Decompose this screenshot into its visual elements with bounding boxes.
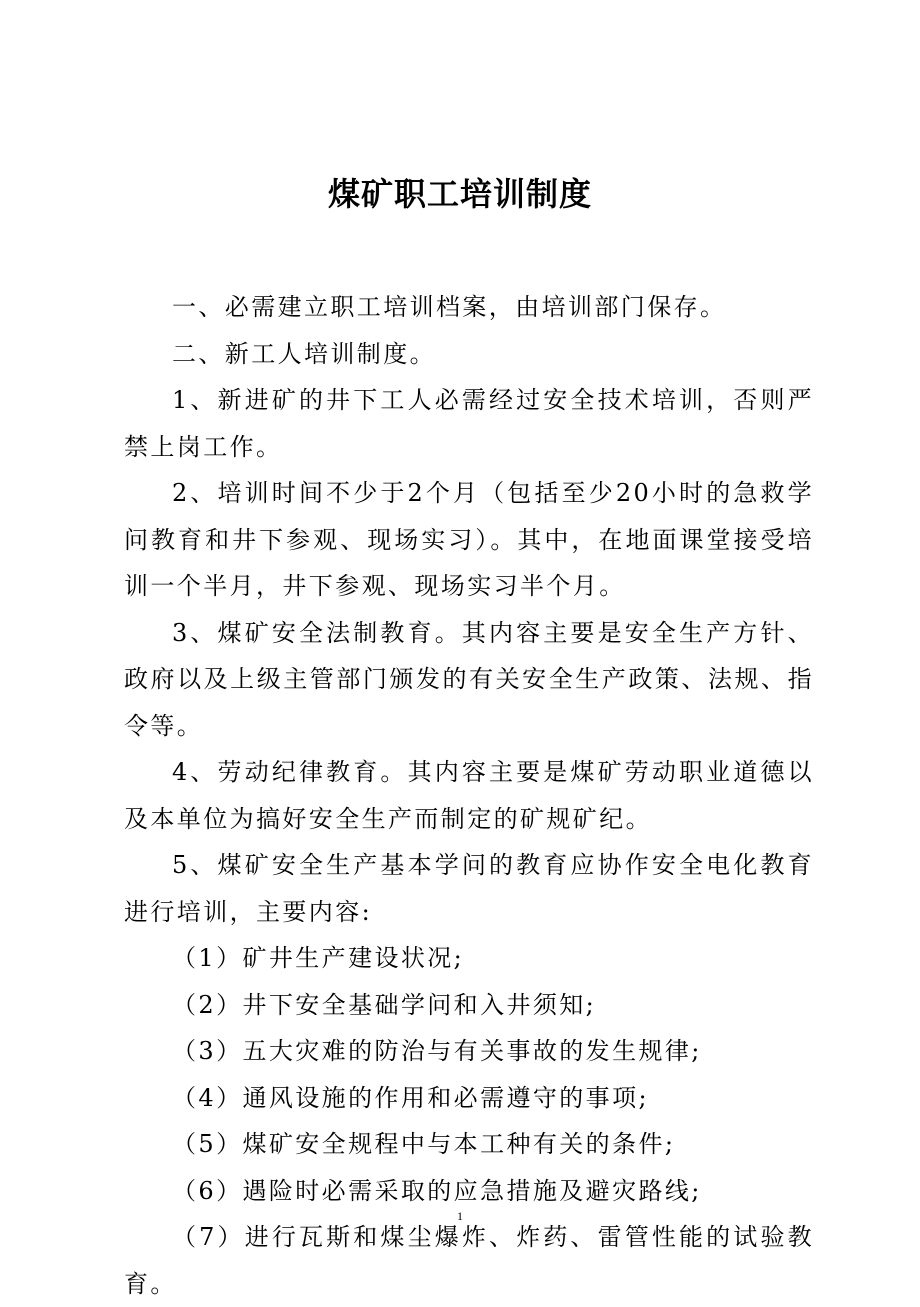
document-body (124, 284, 814, 1307)
list-item: （6）遇险时必需采取的应急措施及避灾路线; (172, 1176, 702, 1205)
paragraph: 1、新进矿的井下工人必需经过安全技术培训，否则严禁上岗工作。 (124, 386, 814, 461)
paragraph: 2、培训时间不少于2个月（包括至少20小时的急救学问教育和井下参观、现场实习）。其中，在地面课堂接受培训一个半月，井下参观、现场实习半个月。 (124, 479, 814, 600)
paragraph: 一、必需建立职工培训档案，由培训部门保存。 (172, 293, 727, 321)
paragraph: 5、煤矿安全生产基本学问的教育应协作安全电化教育进行培训，主要内容: (124, 851, 814, 926)
list-item: （7）进行瓦斯和煤尘爆炸、炸药、雷管性能的试验教育。 (124, 1223, 814, 1298)
list-item: （3）五大灾难的防治与有关事故的发生规律; (172, 1037, 702, 1065)
list-item: （2）井下安全基础学问和入井须知; (172, 990, 597, 1019)
paragraph: 二、新工人培训制度。 (172, 339, 436, 368)
paragraph: 4、劳动纪律教育。其内容主要是煤矿劳动职业道德以及本单位为搞好安全生产而制定的矿规矿纪。 (124, 758, 814, 833)
paragraph: 3、煤矿安全法制教育。其内容主要是安全生产方针、政府以及上级主管部门颁发的有关安全生产政策、法规、指令等。 (124, 618, 814, 740)
document-title: 煤矿职工培训制度 (327, 175, 592, 213)
list-item: （4）通风设施的作用和必需遵守的事项; (172, 1083, 649, 1112)
page-number: 1 (457, 1209, 463, 1223)
list-item: （5）煤矿安全规程中与本工种有关的条件; (172, 1130, 676, 1158)
list-item: （1）矿井生产建设状况; (172, 944, 465, 972)
